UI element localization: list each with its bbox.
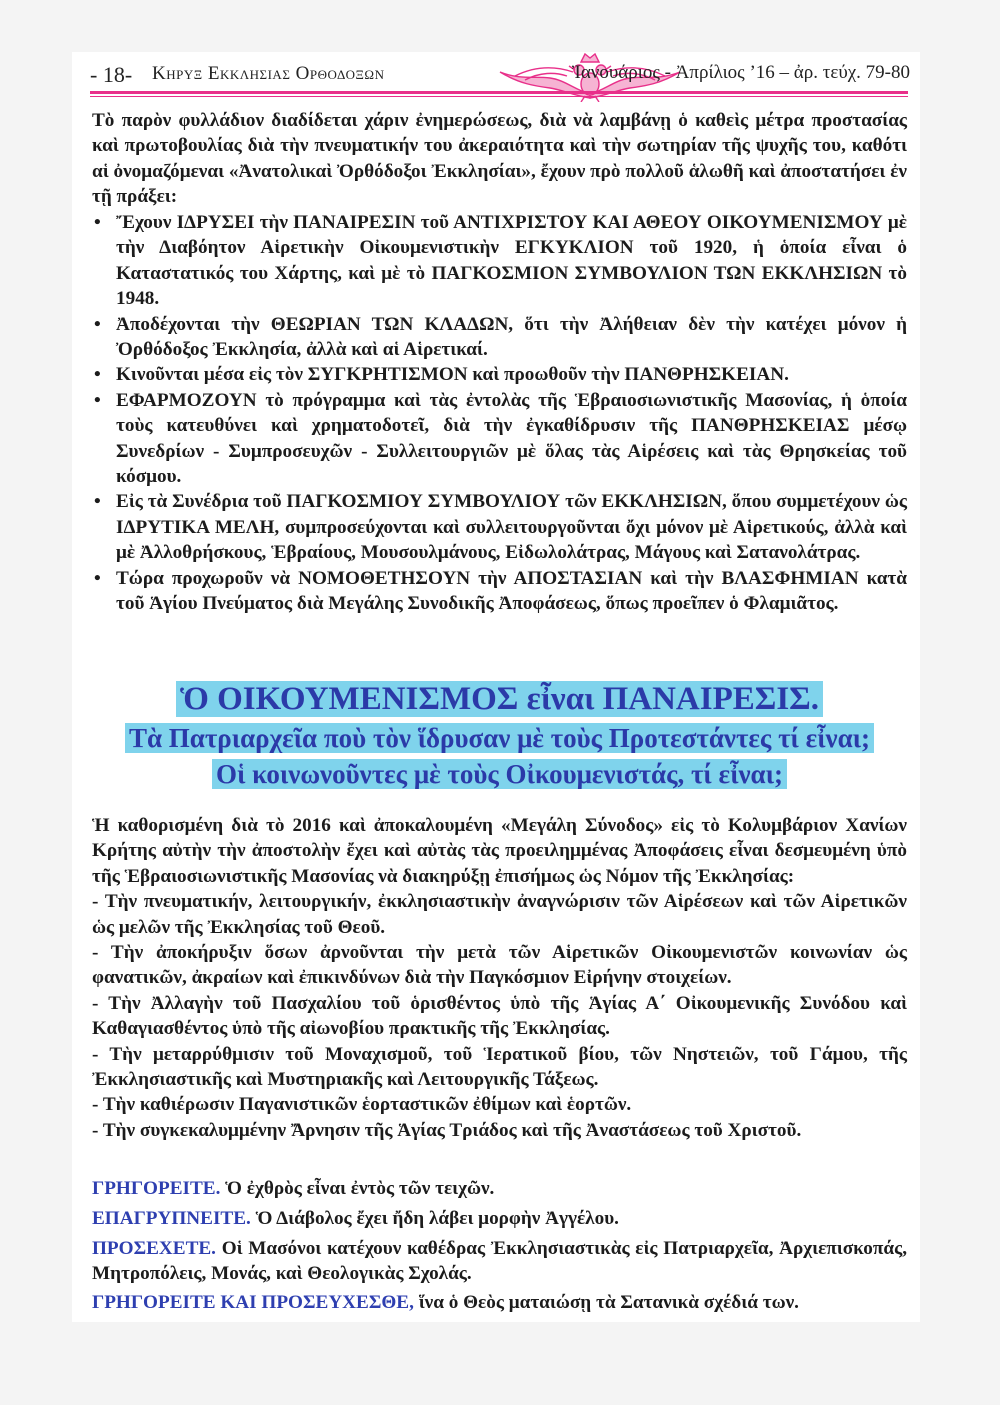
highlight-line-1: Ὁ ΟΙΚΟΥΜΕΝΙΣΜΟΣ εἶναι ΠΑΝΑΙΡΕΣΙΣ. <box>92 678 907 720</box>
synod-item: - Τὴν Ἀλλαγὴν τοῦ Πασχαλίου τοῦ ὁρισθέντος ὑπὸ τῆς Ἁγίας Α΄ Οἰκουμενικῆς Συνόδου καὶ Καθαγιασθέντος ὑπὸ τῆς αἰωνοβίου πρακτικῆς τῆς Ἐκκλησίας. <box>92 992 907 1040</box>
warning-keyword: ΕΠΑΓΡΥΠΝΕΙΤΕ. <box>92 1208 251 1229</box>
synod-lead-paragraph: Ἡ καθορισμένη διὰ τὸ 2016 καὶ ἀποκαλουμένη «Μεγάλη Σύνοδος» εἰς τὸ Κολυμβάριον Χανίων Κρήτης αὐτὴν τὴν ἀποστολὴν ἔχει καὶ αὐτὰς τὰς προειλημμένας Ἀποφάσεις εἶναι δεσμευμένη ὑπὸ τῆς Ἑβραιοσιωνιστικῆς Μασονίας νὰ διακηρύξῃ ἐπισήμως ὡς Νόμον τῆς Ἐκκλησίας: <box>92 815 907 887</box>
list-item: • Εἰς τὰ Συνέδρια τοῦ ΠΑΓΚΟΣΜΙΟΥ ΣΥΜΒΟΥΛΙΟΥ τῶν ΕΚΚΛΗΣΙΩΝ, ὅπου συμμετέχουν ὡς ΙΔΡΥΤΙΚΑ ΜΕΛΗ, συμπροσεύχονται καὶ συλλειτουργοῦνται ὄχι μόνον μὲ Αἱρετικούς, ἀλλὰ καὶ μὲ Ἀλλοθρήσκους, Ἑβραίους, Μουσουλμάνους, Εἰδωλολάτρας, Μάγους καὶ Σατανολάτρας. <box>92 489 907 565</box>
warning-text: ἵνα ὁ Θεὸς ματαιώσῃ τὰ Σατανικὰ σχέδιά των. <box>413 1292 799 1313</box>
warning-line <box>92 1176 907 1201</box>
synod-section <box>92 813 907 1143</box>
synod-item: - Τὴν ἀποκήρυξιν ὅσων ἀρνοῦνται τὴν μετὰ τῶν Αἱρετικῶν Οἰκουμενιστῶν κοινωνίαν ὡς φανατικῶν, ἀκραίων καὶ ἐπικινδύνων διὰ τὴν Παγκόσμιον Εἰρήνην στοιχείων. <box>92 942 907 989</box>
synod-item: - Τὴν συγκεκαλυμμένην Ἄρνησιν τῆς Ἁγίας Τριάδος καὶ τῆς Ἀναστάσεως τοῦ Χριστοῦ. <box>92 1119 802 1141</box>
warning-line <box>92 1206 907 1231</box>
warning-text: Ὁ ἐχθρὸς εἶναι ἐντὸς τῶν τειχῶν. <box>220 1178 495 1199</box>
highlight-line-2: Τὰ Πατριαρχεῖα ποὺ τὸν ἵδρυσαν μὲ τοὺς Προτεστάντες τί εἶναι; <box>92 720 907 756</box>
intro-paragraph: Τὸ παρὸν φυλλάδιον διαδίδεται χάριν ἐνημερώσεως, διὰ νὰ λαμβάνῃ ὁ καθεὶς μέτρα προστασίας καὶ πρωτοβουλίας διὰ τὴν πνευματικήν του ἀκεραιότητα καὶ τὴν σωτηρίαν τῆς ψυχῆς του, καθότι αἱ ὀνομαζόμεναι «Ἀνατολικαὶ Ὀρθόδοξοι Ἐκκλησίαι», ἔχουν πρὸ πολλοῦ ἁλωθῆ καὶ ἀποστατήσει ἐν τῇ πράξει: <box>92 110 907 208</box>
header-rule-thin <box>90 96 908 97</box>
warning-keyword: ΠΡΟΣΕΧΕΤΕ. <box>92 1238 216 1259</box>
list-item: • Κινοῦνται μέσα εἰς τὸν ΣΥΓΚΡΗΤΙΣΜΟΝ καὶ προωθοῦν τὴν ΠΑΝΘΡΗΣΚΕΙΑΝ. <box>92 362 907 387</box>
warning-keyword: ΓΡΗΓΟΡΕΙΤΕ ΚΑΙ ΠΡΟΣΕΥΧΕΣΘΕ, <box>92 1292 414 1313</box>
list-item: • Ἔχουν ΙΔΡΥΣΕΙ τὴν ΠΑΝΑΙΡΕΣΙΝ τοῦ ΑΝΤΙΧΡΙΣΤΟΥ ΚΑΙ ΑΘΕΟΥ ΟΙΚΟΥΜΕΝΙΣΜΟΥ μὲ τὴν Διαβόητον Αἱρετικὴν Οἰκουμενιστικὴν ΕΓΚΥΚΛΙΟΝ τοῦ 1920, ἡ ὁποία εἶναι ὁ Καταστατικός του Χάρτης, καὶ μὲ τὸ ΠΑΓΚΟΣΜΙΟΝ ΣΥΜΒΟΥΛΙΟΝ ΤΩΝ ΕΚΚΛΗΣΙΩΝ τὸ 1948. <box>92 210 907 312</box>
list-item: • Τώρα προχωροῦν νὰ ΝΟΜΟΘΕΤΗΣΟΥΝ τὴν ΑΠΟΣΤΑΣΙΑΝ καὶ τὴν ΒΛΑΣΦΗΜΙΑΝ κατὰ τοῦ Ἁγίου Πνεύματος διὰ Μεγάλης Συνοδικῆς Ἀποφάσεως, ὅπως προεῖπεν ὁ Φλαμιᾶτος. <box>92 566 907 617</box>
issue-date: Ἰανουάριος - Ἀπρίλιος ’16 – ἀρ. τεύχ. 79-80 <box>571 62 910 83</box>
publication-title: Κηρυξ Εκκλησιας Ορθοδοξων <box>152 63 385 84</box>
warning-line <box>92 1290 907 1315</box>
highlight-line-3: Οἱ κοινωνοῦντες μὲ τοὺς Οἰκουμενιστάς, τί εἶναι; <box>92 756 907 792</box>
synod-item: - Τὴν καθιέρωσιν Παγανιστικῶν ἑορταστικῶν ἐθίμων καὶ ἑορτῶν. <box>92 1094 632 1116</box>
synod-item: - Τὴν μεταρρύθμισιν τοῦ Μοναχισμοῦ, τοῦ Ἱερατικοῦ βίου, τῶν Νηστειῶν, τοῦ Γάμου, τῆς Ἐκκλησιαστικῆς καὶ Μυστηριακῆς καὶ Λειτουργικῆς Τάξεως. <box>92 1043 907 1091</box>
list-item: • Ἀποδέχονται τὴν ΘΕΩΡΙΑΝ ΤΩΝ ΚΛΑΔΩΝ, ὅτι τὴν Ἀλήθειαν δὲν τὴν κατέχει μόνον ἡ Ὀρθόδοξος Ἐκκλησία, ἀλλὰ καὶ αἱ Αἱρετικαί. <box>92 312 907 363</box>
warning-text: Ὁ Διάβολος ἔχει ἤδη λάβει μορφὴν Ἀγγέλου. <box>250 1208 619 1229</box>
page-header <box>90 56 910 94</box>
header-rule <box>90 91 908 94</box>
highlight-block <box>92 678 907 792</box>
list-item: • ΕΦΑΡΜΟΖΟΥΝ τὸ πρόγραμμα καὶ τὰς ἐντολὰς τῆς Ἑβραιοσιωνιστικῆς Μασονίας, ἡ ὁποία τοὺς κατευθύνει καὶ χρηματοδοτεῖ, διὰ τὴν ἐγκαθίδρυσιν τῆς ΠΑΝΘΡΗΣΚΕΙΑΣ μέσῳ Συνεδρίων - Συμπροσευχῶν - Συλλειτουργιῶν μὲ ὅλας τὰς Αἱρέσεις καὶ τὰς Θρησκείας τοῦ κόσμου. <box>92 388 907 490</box>
warning-keyword: ΓΡΗΓΟΡΕΙΤΕ. <box>92 1178 221 1199</box>
synod-item: - Τὴν πνευματικήν, λειτουργικήν, ἐκκλησιαστικὴν ἀναγνώρισιν τῶν Αἱρέσεων καὶ τῶν Αἱρετικῶν ὡς μελῶν τῆς Ἐκκλησίας τοῦ Θεοῦ. <box>92 891 907 938</box>
page-number: - 18- <box>90 62 133 87</box>
bullet-list <box>92 210 907 617</box>
warning-line <box>92 1236 907 1287</box>
warning-text: Οἱ Μασόνοι κατέχουν καθέδρας Ἐκκλησιαστικὰς εἰς Πατριαρχεῖα, Ἀρχιεπισκοπάς, Μητροπόλεις, Μονάς, καὶ Θεολογικὰς Σχολάς. <box>92 1238 907 1285</box>
